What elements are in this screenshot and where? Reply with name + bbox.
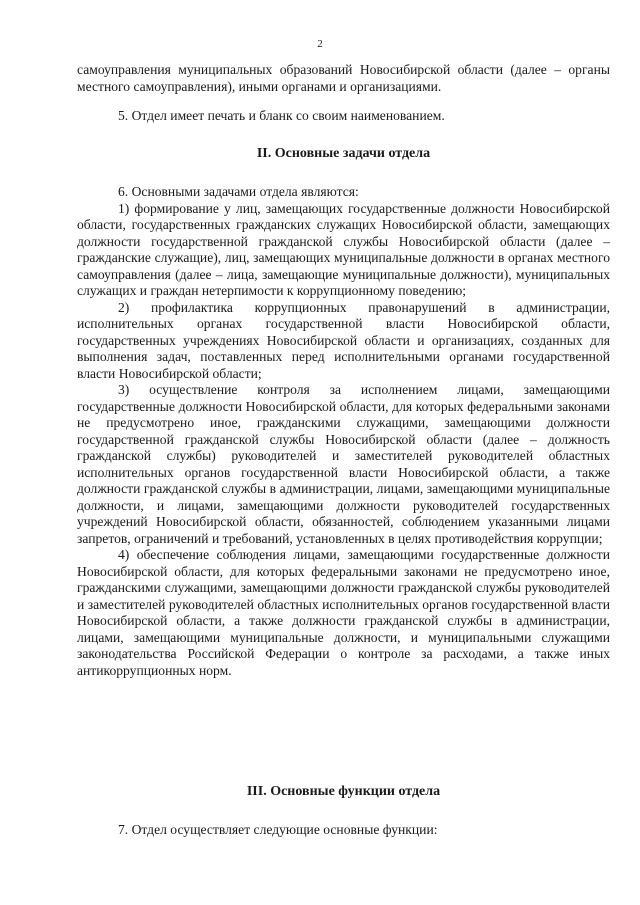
paragraph-item-6-intro: 6. Основными задачами отдела являются:	[118, 184, 359, 199]
paragraph-item-7: 7. Отдел осуществляет следующие основные функции:	[118, 822, 438, 837]
page-number: 2	[317, 38, 323, 50]
paragraph-continuation: самоуправления муниципальных образований Новосибирской области (далее – органы местного самоуправления), иными органами и организациями.	[77, 62, 610, 94]
task-item-1: 1) формирование у лиц, замещающих государственные должности Новосибирской области, государственных гражданских служащих Новосибирской области, замещающих должности государственной гражданской службы Новосибирской области (далее – гражданские служащие), лиц, замещающих муниципальные должности в органах местного самоуправления (далее – лица, замещающие муниципальные должности), муниципальных служащих и граждан нетерпимости к коррупционному поведению;	[77, 200, 610, 298]
task-item-2: 2) профилактика коррупционных правонарушений в администрации, исполнительных органах государственной власти Новосибирской области, государственных учреждениях Новосибирской области и организациях, созданных для выполнения задач, поставленных перед исполнительными органами государственной власти Новосибирской области;	[77, 299, 610, 381]
paragraph-item-5: 5. Отдел имеет печать и бланк со своим наименованием.	[118, 108, 445, 123]
section-2-title: II. Основные задачи отдела	[256, 146, 431, 161]
document-body	[77, 62, 610, 95]
section-3-title: III. Основные функции отдела	[246, 784, 441, 799]
task-item-3: 3) осуществление контроля за исполнением лицами, замещающими государственные должности Новосибирской области, для которых федеральными законами не предусмотрено иное, гражданскими служащими, замещающими должности государственной гражданской службы Новосибирской области (далее – должность гражданской службы) руководителей и заместителей руководителей областных исполнительных органов государственной власти Новосибирской области, а также должности гражданской службы в администрации, лицами, замещающими муниципальные должности, и лицами, замещающими должности руководителей государственных учреждений Новосибирской области, обязанностей, соблюдением указанными лицами запретов, ограничений и требований, установленных в целях противодействия коррупции;	[77, 382, 610, 546]
task-item-4: 4) обеспечение соблюдения лицами, замещающими государственные должности Новосибирской области, для которых федеральными законами не предусмотрено иное, гражданскими служащими, замещающими должности гражданской службы руководителей и заместителей руководителей областных исполнительных органов государственной власти Новосибирской области, а также должности гражданской службы в администрации, лицами, замещающими муниципальные должности, и муниципальными служащими законодательства Российской Федерации о контроле за расходами, а также иных антикоррупционных норм.	[77, 547, 610, 678]
